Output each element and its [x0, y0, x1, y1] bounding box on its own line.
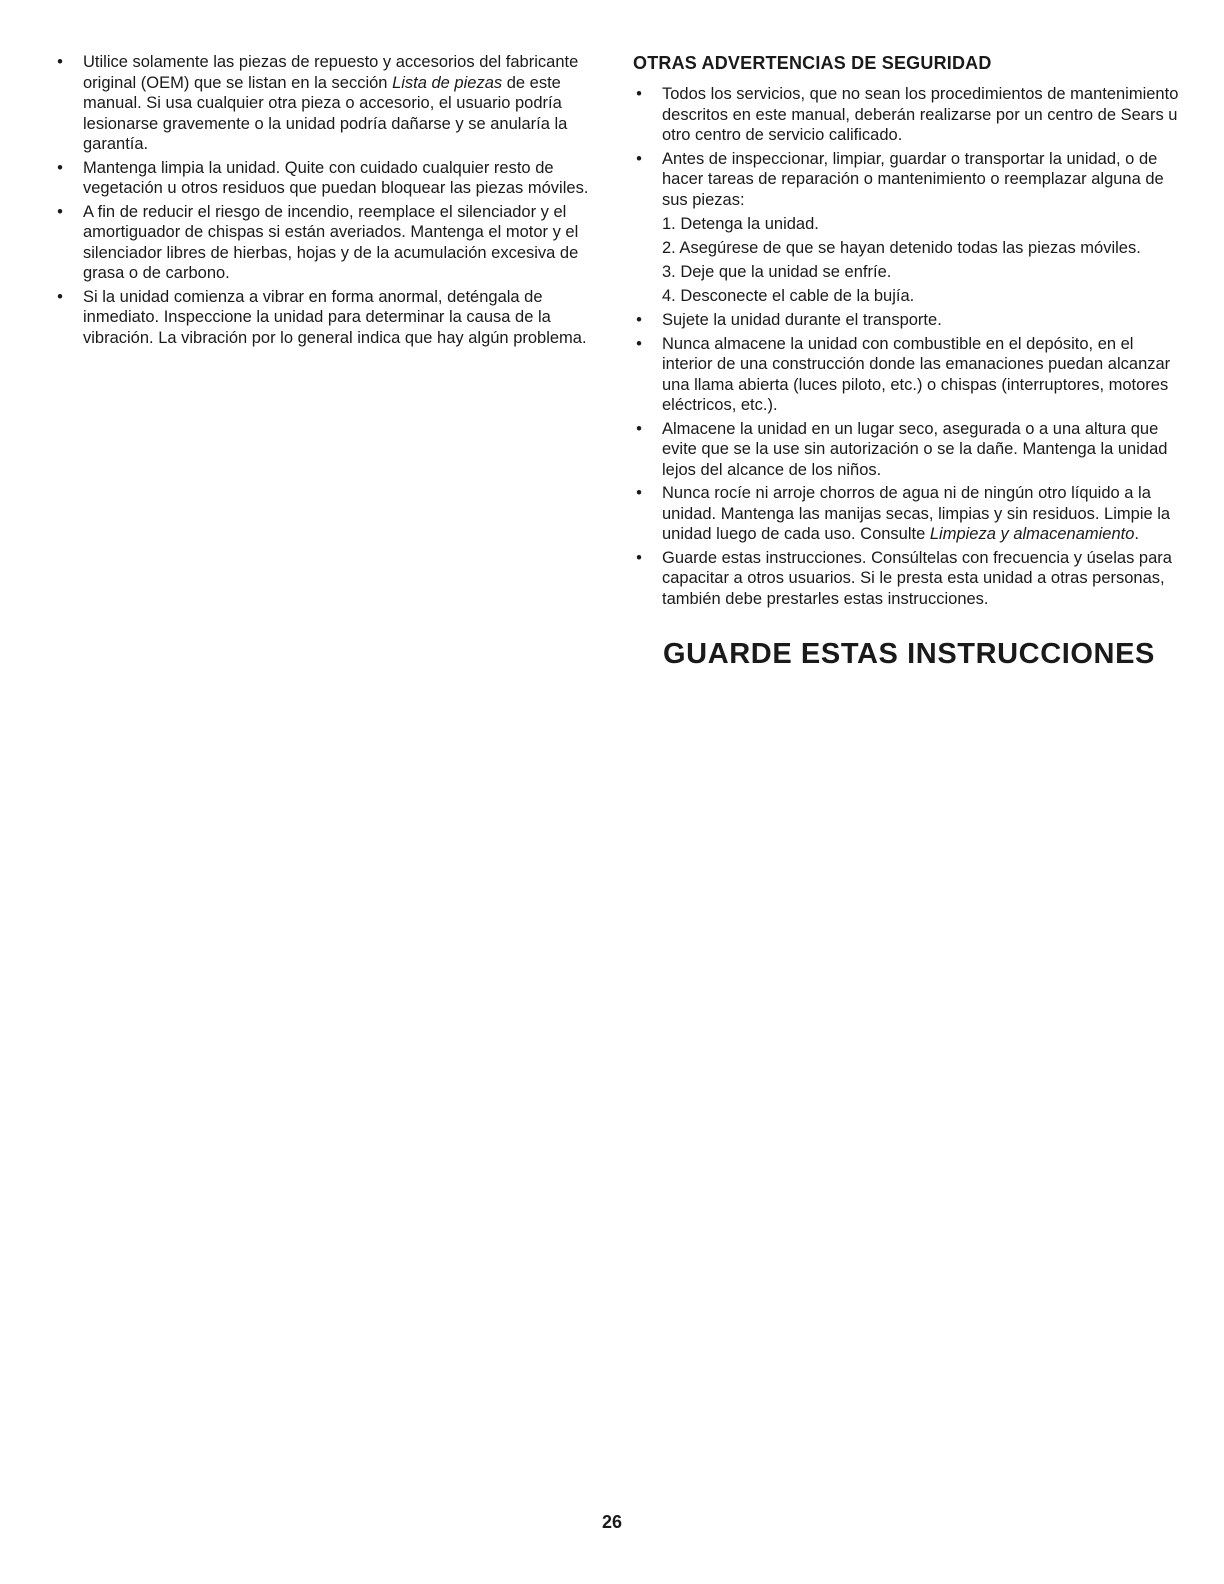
right-column — [633, 52, 1185, 612]
bullet-dot-icon: • — [636, 311, 642, 329]
bullet-item — [633, 334, 1185, 416]
bullet-dot-icon: • — [636, 85, 642, 103]
bullet-text: Nunca rocíe ni arroje chorros de agua ni de ningún otro líquido a la unidad. Mantenga las manijas secas, limpias y sin residuos. Limpie la unidad luego de cada uso. Consulte Limpieza y almacenamiento. — [662, 484, 1171, 543]
bullet-item — [633, 149, 1185, 307]
bullet-text: Utilice solamente las piezas de repuesto y accesorios del fabricante original (OEM) que se listan en la sección Lista de piezas de este manual. Si usa cualquier otra pieza o accesorio, el usuario podría lesionarse gravemente o la unidad podría dañarse y se anularía la garantía. — [83, 53, 579, 153]
bullet-item — [633, 419, 1185, 481]
bullet-text: Guarde estas instrucciones. Consúltelas con frecuencia y úselas para capacitar a otros usuarios. Si le presta esta unidad a otras personas, también debe prestarles estas instrucciones. — [662, 548, 1172, 608]
left-column — [54, 52, 604, 351]
step-item: 3. Deje que la unidad se enfríe. — [662, 263, 892, 281]
step-item: 4. Desconecte el cable de la bujía. — [662, 287, 915, 305]
bullet-text: Todos los servicios, que no sean los procedimientos de mantenimiento descritos en este manual, deberán realizarse por un centro de Sears u otro centro de servicio calificado. — [662, 85, 1179, 144]
bullet-item — [633, 483, 1185, 545]
bullet-item — [633, 310, 1185, 331]
bullet-text: Si la unidad comienza a vibrar en forma anormal, deténgala de inmediato. Inspeccione la unidad para determinar la causa de la vibración. La vibración por lo general indica que hay algún problema. — [83, 287, 587, 347]
bullet-text: Nunca almacene la unidad con combustible en el depósito, en el interior de una construcción donde las emanaciones puedan alcanzar una llama abierta (luces piloto, etc.) o chispas (interruptores, motores eléctricos, etc.). — [662, 334, 1171, 414]
bullet-item — [633, 84, 1185, 146]
left-bullet-list — [54, 52, 604, 348]
bullet-dot-icon: • — [636, 484, 642, 502]
bullet-dot-icon: • — [57, 287, 63, 306]
bullet-text: Almacene la unidad en un lugar seco, asegurada o a una altura que evite que se la use sin autorización o se la dañe. Mantenga la unidad lejos del alcance de los niños. — [662, 419, 1168, 479]
bullet-item — [54, 287, 604, 349]
bullet-dot-icon: • — [636, 149, 642, 168]
save-instructions-title: GUARDE ESTAS INSTRUCCIONES — [663, 638, 1155, 670]
bullet-text: Sujete la unidad durante el transporte. — [662, 311, 942, 329]
bullet-dot-icon: • — [57, 158, 63, 177]
bullet-text: A fin de reducir el riesgo de incendio, reemplace el silenciador y el amortiguador de chispas si están averiados. Mantenga el motor y el silenciador libres de hierbas, hojas y de la acumulación excesiva de grasa o de carbono. — [83, 202, 579, 282]
step-item: 1. Detenga la unidad. — [662, 215, 819, 233]
bullet-item — [633, 548, 1185, 610]
page-number: 26 — [601, 1512, 623, 1532]
bullet-dot-icon: • — [57, 202, 63, 221]
bullet-dot-icon: • — [636, 334, 642, 353]
bullet-text: Antes de inspeccionar, limpiar, guardar o transportar la unidad, o de hacer tareas de reparación o mantenimiento o reemplazar alguna de sus piezas: — [662, 149, 1164, 209]
bullet-dot-icon: • — [636, 419, 642, 438]
section-heading: OTRAS ADVERTENCIAS DE SEGURIDAD — [633, 53, 992, 73]
bullet-text: Mantenga limpia la unidad. Quite con cuidado cualquier resto de vegetación u otros residuos que puedan bloquear las piezas móviles. — [83, 158, 589, 197]
right-bullet-list — [633, 84, 1185, 609]
bullet-item — [54, 52, 604, 155]
bullet-item — [54, 158, 604, 199]
bullet-dot-icon: • — [57, 53, 63, 71]
bullet-dot-icon: • — [636, 548, 642, 567]
steps-list — [662, 214, 1185, 307]
step-item: 2. Asegúrese de que se hayan detenido todas las piezas móviles. — [662, 239, 1141, 257]
bullet-item — [54, 202, 604, 284]
